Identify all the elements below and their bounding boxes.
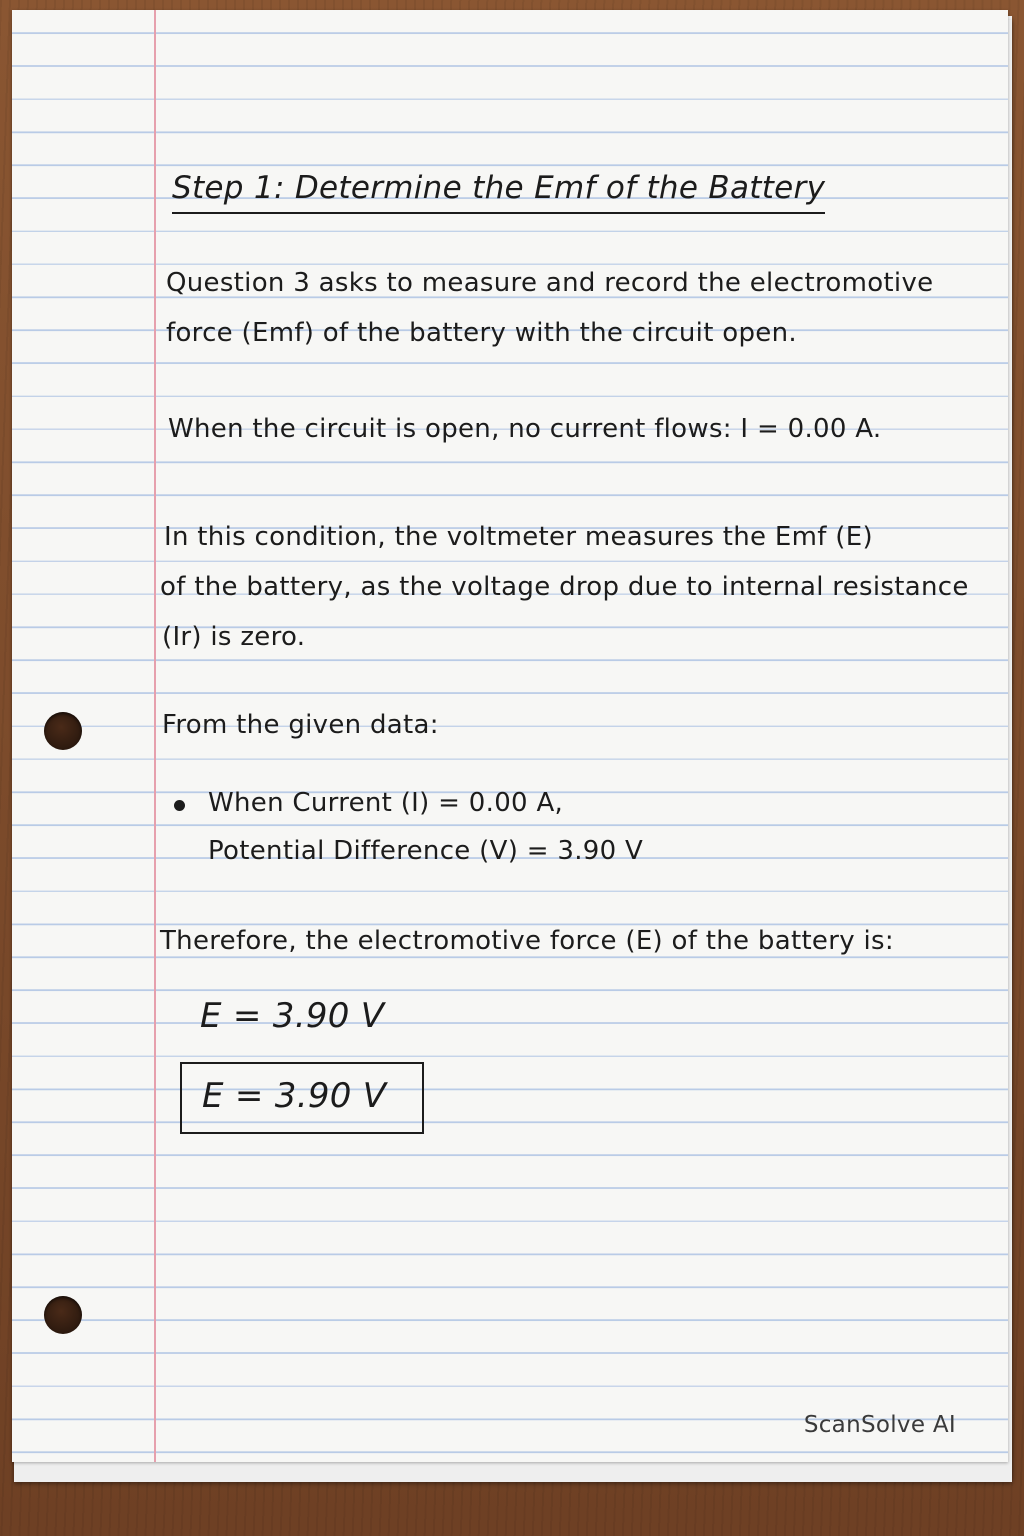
boxed-answer: E = 3.90 V: [202, 1076, 387, 1116]
notebook-page: [12, 10, 1008, 1462]
step-title: Step 1: Determine the Emf of the Battery: [172, 170, 825, 214]
paragraph-2: When the circuit is open, no current flows: I = 0.00 A.: [168, 414, 882, 444]
paragraph-1-line-2: force (Emf) of the battery with the circuit open.: [166, 318, 797, 348]
paragraph-3-line-2: of the battery, as the voltage drop due to internal resistance: [160, 572, 969, 602]
conclusion: Therefore, the electromotive force (E) of the battery is:: [160, 926, 894, 956]
paragraph-3-line-1: In this condition, the voltmeter measures the Emf (E): [164, 522, 873, 552]
bullet-line-2: Potential Difference (V) = 3.90 V: [208, 836, 644, 866]
punch-hole-lower: [44, 1296, 82, 1334]
punch-hole-upper: [44, 712, 82, 750]
boxed-answer-frame: [180, 1062, 424, 1134]
data-intro: From the given data:: [162, 710, 439, 740]
equation: E = 3.90 V: [200, 996, 385, 1036]
margin-line: [154, 10, 156, 1462]
brand-watermark: ScanSolve AI: [803, 1412, 956, 1438]
bullet-icon: [174, 800, 185, 811]
paragraph-3-line-3: (Ir) is zero.: [162, 622, 306, 652]
bullet-line-1: When Current (I) = 0.00 A,: [208, 788, 564, 818]
paragraph-1-line-1: Question 3 asks to measure and record the electromotive: [166, 268, 934, 298]
